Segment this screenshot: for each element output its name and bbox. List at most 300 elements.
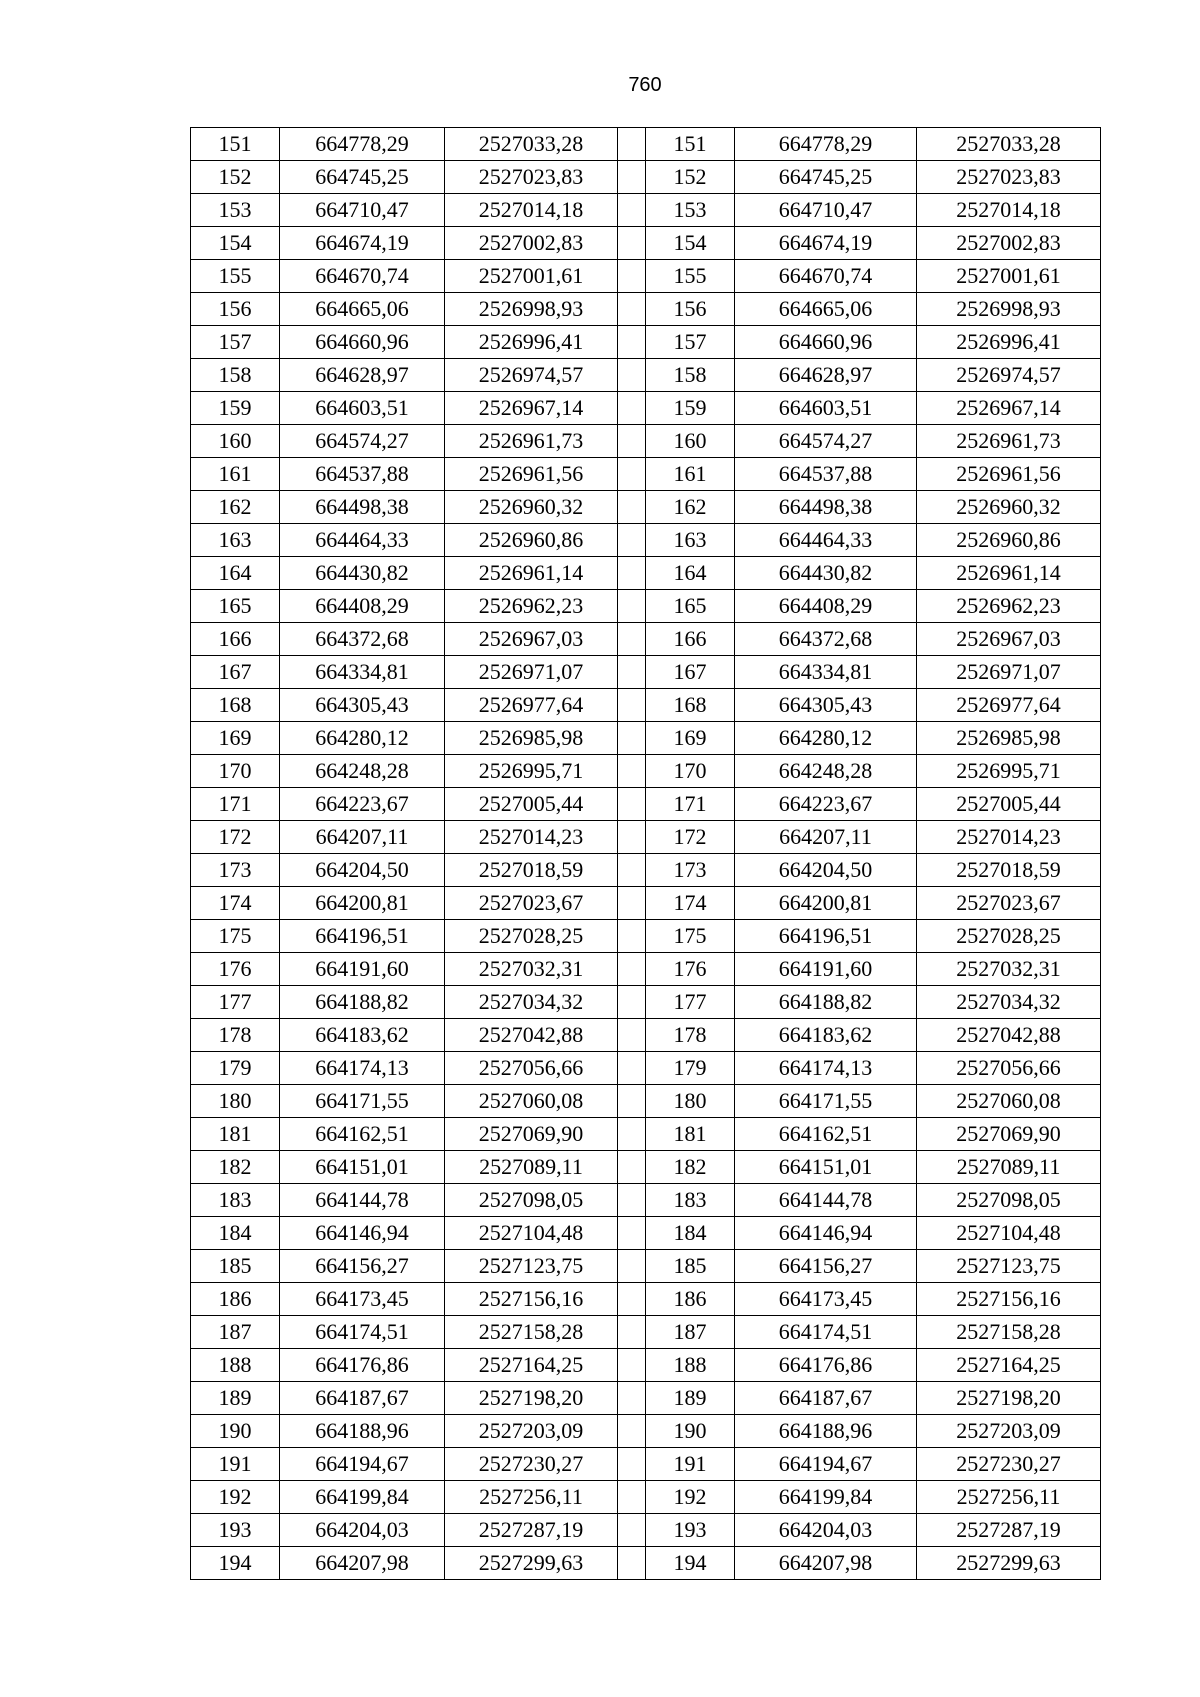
y-coordinate-cell-copy: 2526961,14 — [917, 557, 1101, 590]
separator-cell — [618, 1415, 646, 1448]
point-number-cell: 152 — [191, 161, 280, 194]
x-coordinate-cell: 664710,47 — [280, 194, 445, 227]
x-coordinate-cell-copy: 664191,60 — [735, 953, 917, 986]
point-number-cell: 172 — [191, 821, 280, 854]
y-coordinate-cell: 2527060,08 — [445, 1085, 618, 1118]
point-number-cell-copy: 163 — [646, 524, 735, 557]
separator-cell — [618, 425, 646, 458]
separator-cell — [618, 227, 646, 260]
x-coordinate-cell-copy: 664745,25 — [735, 161, 917, 194]
y-coordinate-cell: 2526961,73 — [445, 425, 618, 458]
y-coordinate-cell: 2527098,05 — [445, 1184, 618, 1217]
y-coordinate-cell-copy: 2527002,83 — [917, 227, 1101, 260]
x-coordinate-cell: 664183,62 — [280, 1019, 445, 1052]
separator-cell — [618, 1514, 646, 1547]
x-coordinate-cell: 664628,97 — [280, 359, 445, 392]
y-coordinate-cell: 2526967,14 — [445, 392, 618, 425]
point-number-cell: 171 — [191, 788, 280, 821]
y-coordinate-cell: 2527002,83 — [445, 227, 618, 260]
y-coordinate-cell: 2527023,83 — [445, 161, 618, 194]
y-coordinate-cell: 2526974,57 — [445, 359, 618, 392]
table-row — [191, 953, 1101, 986]
y-coordinate-cell-copy: 2527023,83 — [917, 161, 1101, 194]
separator-cell — [618, 524, 646, 557]
x-coordinate-cell-copy: 664174,51 — [735, 1316, 917, 1349]
point-number-cell-copy: 156 — [646, 293, 735, 326]
x-coordinate-cell: 664670,74 — [280, 260, 445, 293]
table-row — [191, 458, 1101, 491]
point-number-cell-copy: 175 — [646, 920, 735, 953]
y-coordinate-cell: 2527123,75 — [445, 1250, 618, 1283]
y-coordinate-cell-copy: 2526962,23 — [917, 590, 1101, 623]
y-coordinate-cell: 2527164,25 — [445, 1349, 618, 1382]
x-coordinate-cell: 664187,67 — [280, 1382, 445, 1415]
y-coordinate-cell-copy: 2527123,75 — [917, 1250, 1101, 1283]
separator-cell — [618, 1019, 646, 1052]
table-row — [191, 689, 1101, 722]
x-coordinate-cell-copy: 664174,13 — [735, 1052, 917, 1085]
x-coordinate-cell-copy: 664574,27 — [735, 425, 917, 458]
x-coordinate-cell-copy: 664173,45 — [735, 1283, 917, 1316]
separator-cell — [618, 260, 646, 293]
coordinate-table — [190, 127, 1101, 1580]
separator-cell — [618, 920, 646, 953]
x-coordinate-cell: 664778,29 — [280, 128, 445, 161]
y-coordinate-cell: 2527014,18 — [445, 194, 618, 227]
x-coordinate-cell: 664305,43 — [280, 689, 445, 722]
table-row — [191, 656, 1101, 689]
separator-cell — [618, 656, 646, 689]
point-number-cell: 153 — [191, 194, 280, 227]
point-number-cell-copy: 168 — [646, 689, 735, 722]
separator-cell — [618, 722, 646, 755]
y-coordinate-cell: 2527014,23 — [445, 821, 618, 854]
x-coordinate-cell: 664171,55 — [280, 1085, 445, 1118]
y-coordinate-cell-copy: 2527028,25 — [917, 920, 1101, 953]
point-number-cell-copy: 186 — [646, 1283, 735, 1316]
x-coordinate-cell-copy: 664156,27 — [735, 1250, 917, 1283]
x-coordinate-cell: 664574,27 — [280, 425, 445, 458]
point-number-cell-copy: 159 — [646, 392, 735, 425]
point-number-cell: 166 — [191, 623, 280, 656]
table-row — [191, 821, 1101, 854]
point-number-cell-copy: 167 — [646, 656, 735, 689]
table-row — [191, 260, 1101, 293]
x-coordinate-cell-copy: 664498,38 — [735, 491, 917, 524]
y-coordinate-cell: 2526961,56 — [445, 458, 618, 491]
point-number-cell: 189 — [191, 1382, 280, 1415]
y-coordinate-cell: 2526998,93 — [445, 293, 618, 326]
y-coordinate-cell-copy: 2527018,59 — [917, 854, 1101, 887]
x-coordinate-cell-copy: 664603,51 — [735, 392, 917, 425]
point-number-cell: 177 — [191, 986, 280, 1019]
point-number-cell-copy: 177 — [646, 986, 735, 1019]
separator-cell — [618, 821, 646, 854]
y-coordinate-cell-copy: 2526960,86 — [917, 524, 1101, 557]
point-number-cell-copy: 166 — [646, 623, 735, 656]
y-coordinate-cell-copy: 2526960,32 — [917, 491, 1101, 524]
separator-cell — [618, 359, 646, 392]
point-number-cell-copy: 178 — [646, 1019, 735, 1052]
x-coordinate-cell: 664408,29 — [280, 590, 445, 623]
x-coordinate-cell-copy: 664162,51 — [735, 1118, 917, 1151]
table-row — [191, 524, 1101, 557]
x-coordinate-cell-copy: 664464,33 — [735, 524, 917, 557]
point-number-cell: 186 — [191, 1283, 280, 1316]
table-row — [191, 755, 1101, 788]
separator-cell — [618, 590, 646, 623]
point-number-cell-copy: 153 — [646, 194, 735, 227]
x-coordinate-cell: 664372,68 — [280, 623, 445, 656]
point-number-cell: 187 — [191, 1316, 280, 1349]
x-coordinate-cell: 664745,25 — [280, 161, 445, 194]
point-number-cell-copy: 187 — [646, 1316, 735, 1349]
point-number-cell: 179 — [191, 1052, 280, 1085]
point-number-cell: 175 — [191, 920, 280, 953]
y-coordinate-cell-copy: 2526995,71 — [917, 755, 1101, 788]
point-number-cell: 193 — [191, 1514, 280, 1547]
table-row — [191, 194, 1101, 227]
y-coordinate-cell-copy: 2527089,11 — [917, 1151, 1101, 1184]
y-coordinate-cell: 2527018,59 — [445, 854, 618, 887]
x-coordinate-cell-copy: 664408,29 — [735, 590, 917, 623]
x-coordinate-cell: 664174,51 — [280, 1316, 445, 1349]
separator-cell — [618, 1382, 646, 1415]
point-number-cell-copy: 188 — [646, 1349, 735, 1382]
x-coordinate-cell: 664173,45 — [280, 1283, 445, 1316]
x-coordinate-cell: 664188,96 — [280, 1415, 445, 1448]
x-coordinate-cell: 664674,19 — [280, 227, 445, 260]
x-coordinate-cell-copy: 664430,82 — [735, 557, 917, 590]
point-number-cell: 173 — [191, 854, 280, 887]
y-coordinate-cell-copy: 2526985,98 — [917, 722, 1101, 755]
table-row — [191, 788, 1101, 821]
separator-cell — [618, 1283, 646, 1316]
table-row — [191, 491, 1101, 524]
x-coordinate-cell-copy: 664207,11 — [735, 821, 917, 854]
y-coordinate-cell-copy: 2526977,64 — [917, 689, 1101, 722]
y-coordinate-cell-copy: 2527042,88 — [917, 1019, 1101, 1052]
point-number-cell-copy: 183 — [646, 1184, 735, 1217]
table-row — [191, 1481, 1101, 1514]
x-coordinate-cell-copy: 664188,82 — [735, 986, 917, 1019]
y-coordinate-cell: 2527001,61 — [445, 260, 618, 293]
y-coordinate-cell: 2526962,23 — [445, 590, 618, 623]
separator-cell — [618, 986, 646, 1019]
point-number-cell: 182 — [191, 1151, 280, 1184]
point-number-cell-copy: 191 — [646, 1448, 735, 1481]
point-number-cell: 158 — [191, 359, 280, 392]
x-coordinate-cell-copy: 664537,88 — [735, 458, 917, 491]
table-row — [191, 293, 1101, 326]
point-number-cell: 181 — [191, 1118, 280, 1151]
page-number: 760 — [628, 74, 662, 96]
y-coordinate-cell: 2527028,25 — [445, 920, 618, 953]
point-number-cell-copy: 176 — [646, 953, 735, 986]
separator-cell — [618, 1547, 646, 1580]
point-number-cell-copy: 192 — [646, 1481, 735, 1514]
point-number-cell-copy: 158 — [646, 359, 735, 392]
x-coordinate-cell-copy: 664778,29 — [735, 128, 917, 161]
x-coordinate-cell: 664200,81 — [280, 887, 445, 920]
x-coordinate-cell: 664498,38 — [280, 491, 445, 524]
separator-cell — [618, 854, 646, 887]
point-number-cell: 190 — [191, 1415, 280, 1448]
point-number-cell: 169 — [191, 722, 280, 755]
y-coordinate-cell: 2527089,11 — [445, 1151, 618, 1184]
table-row — [191, 1382, 1101, 1415]
separator-cell — [618, 392, 646, 425]
point-number-cell: 183 — [191, 1184, 280, 1217]
point-number-cell-copy: 171 — [646, 788, 735, 821]
y-coordinate-cell-copy: 2526974,57 — [917, 359, 1101, 392]
point-number-cell-copy: 190 — [646, 1415, 735, 1448]
table-row — [191, 1052, 1101, 1085]
table-row — [191, 1184, 1101, 1217]
x-coordinate-cell: 664665,06 — [280, 293, 445, 326]
x-coordinate-cell-copy: 664223,67 — [735, 788, 917, 821]
x-coordinate-cell: 664334,81 — [280, 656, 445, 689]
point-number-cell-copy: 174 — [646, 887, 735, 920]
separator-cell — [618, 1184, 646, 1217]
point-number-cell: 151 — [191, 128, 280, 161]
y-coordinate-cell-copy: 2527032,31 — [917, 953, 1101, 986]
table-row — [191, 557, 1101, 590]
y-coordinate-cell: 2527104,48 — [445, 1217, 618, 1250]
separator-cell — [618, 194, 646, 227]
y-coordinate-cell: 2527023,67 — [445, 887, 618, 920]
table-row — [191, 854, 1101, 887]
separator-cell — [618, 953, 646, 986]
y-coordinate-cell: 2527005,44 — [445, 788, 618, 821]
x-coordinate-cell-copy: 664665,06 — [735, 293, 917, 326]
point-number-cell-copy: 165 — [646, 590, 735, 623]
table-row — [191, 1085, 1101, 1118]
separator-cell — [618, 623, 646, 656]
x-coordinate-cell-copy: 664334,81 — [735, 656, 917, 689]
x-coordinate-cell: 664188,82 — [280, 986, 445, 1019]
x-coordinate-cell: 664603,51 — [280, 392, 445, 425]
point-number-cell-copy: 161 — [646, 458, 735, 491]
table-row — [191, 359, 1101, 392]
point-number-cell: 168 — [191, 689, 280, 722]
point-number-cell-copy: 169 — [646, 722, 735, 755]
x-coordinate-cell: 664194,67 — [280, 1448, 445, 1481]
x-coordinate-cell-copy: 664305,43 — [735, 689, 917, 722]
separator-cell — [618, 1316, 646, 1349]
point-number-cell-copy: 185 — [646, 1250, 735, 1283]
x-coordinate-cell: 664248,28 — [280, 755, 445, 788]
point-number-cell: 192 — [191, 1481, 280, 1514]
separator-cell — [618, 887, 646, 920]
table-row — [191, 128, 1101, 161]
table-row — [191, 887, 1101, 920]
x-coordinate-cell-copy: 664199,84 — [735, 1481, 917, 1514]
x-coordinate-cell: 664207,11 — [280, 821, 445, 854]
y-coordinate-cell: 2527287,19 — [445, 1514, 618, 1547]
x-coordinate-cell: 664144,78 — [280, 1184, 445, 1217]
y-coordinate-cell: 2526977,64 — [445, 689, 618, 722]
point-number-cell: 176 — [191, 953, 280, 986]
y-coordinate-cell: 2527156,16 — [445, 1283, 618, 1316]
point-number-cell: 188 — [191, 1349, 280, 1382]
x-coordinate-cell: 664204,03 — [280, 1514, 445, 1547]
x-coordinate-cell: 664207,98 — [280, 1547, 445, 1580]
x-coordinate-cell-copy: 664144,78 — [735, 1184, 917, 1217]
y-coordinate-cell-copy: 2527034,32 — [917, 986, 1101, 1019]
coordinate-table-body — [191, 128, 1101, 1580]
table-row — [191, 986, 1101, 1019]
separator-cell — [618, 491, 646, 524]
table-row — [191, 1250, 1101, 1283]
point-number-cell-copy: 157 — [646, 326, 735, 359]
x-coordinate-cell: 664430,82 — [280, 557, 445, 590]
x-coordinate-cell-copy: 664280,12 — [735, 722, 917, 755]
table-row — [191, 227, 1101, 260]
x-coordinate-cell-copy: 664204,03 — [735, 1514, 917, 1547]
point-number-cell-copy: 172 — [646, 821, 735, 854]
x-coordinate-cell-copy: 664183,62 — [735, 1019, 917, 1052]
table-row — [191, 1547, 1101, 1580]
y-coordinate-cell-copy: 2527014,18 — [917, 194, 1101, 227]
point-number-cell: 164 — [191, 557, 280, 590]
x-coordinate-cell: 664151,01 — [280, 1151, 445, 1184]
point-number-cell-copy: 162 — [646, 491, 735, 524]
x-coordinate-cell-copy: 664151,01 — [735, 1151, 917, 1184]
point-number-cell: 180 — [191, 1085, 280, 1118]
point-number-cell: 161 — [191, 458, 280, 491]
table-row — [191, 425, 1101, 458]
y-coordinate-cell-copy: 2526967,03 — [917, 623, 1101, 656]
table-row — [191, 623, 1101, 656]
x-coordinate-cell-copy: 664674,19 — [735, 227, 917, 260]
y-coordinate-cell-copy: 2527198,20 — [917, 1382, 1101, 1415]
y-coordinate-cell-copy: 2527156,16 — [917, 1283, 1101, 1316]
y-coordinate-cell: 2526985,98 — [445, 722, 618, 755]
y-coordinate-cell-copy: 2527230,27 — [917, 1448, 1101, 1481]
table-row — [191, 1217, 1101, 1250]
x-coordinate-cell: 664196,51 — [280, 920, 445, 953]
y-coordinate-cell: 2527042,88 — [445, 1019, 618, 1052]
table-row — [191, 392, 1101, 425]
y-coordinate-cell-copy: 2527203,09 — [917, 1415, 1101, 1448]
separator-cell — [618, 326, 646, 359]
y-coordinate-cell: 2527256,11 — [445, 1481, 618, 1514]
y-coordinate-cell-copy: 2527033,28 — [917, 128, 1101, 161]
y-coordinate-cell: 2526967,03 — [445, 623, 618, 656]
x-coordinate-cell-copy: 664188,96 — [735, 1415, 917, 1448]
y-coordinate-cell-copy: 2526961,56 — [917, 458, 1101, 491]
table-row — [191, 326, 1101, 359]
point-number-cell: 165 — [191, 590, 280, 623]
point-number-cell-copy: 194 — [646, 1547, 735, 1580]
x-coordinate-cell-copy: 664187,67 — [735, 1382, 917, 1415]
y-coordinate-cell-copy: 2527299,63 — [917, 1547, 1101, 1580]
x-coordinate-cell-copy: 664660,96 — [735, 326, 917, 359]
x-coordinate-cell: 664660,96 — [280, 326, 445, 359]
x-coordinate-cell-copy: 664200,81 — [735, 887, 917, 920]
point-number-cell: 194 — [191, 1547, 280, 1580]
table-row — [191, 1019, 1101, 1052]
y-coordinate-cell-copy: 2527069,90 — [917, 1118, 1101, 1151]
point-number-cell: 174 — [191, 887, 280, 920]
point-number-cell: 185 — [191, 1250, 280, 1283]
point-number-cell: 167 — [191, 656, 280, 689]
y-coordinate-cell-copy: 2526967,14 — [917, 392, 1101, 425]
y-coordinate-cell: 2526971,07 — [445, 656, 618, 689]
separator-cell — [618, 161, 646, 194]
x-coordinate-cell-copy: 664628,97 — [735, 359, 917, 392]
separator-cell — [618, 458, 646, 491]
separator-cell — [618, 689, 646, 722]
y-coordinate-cell-copy: 2527287,19 — [917, 1514, 1101, 1547]
point-number-cell-copy: 182 — [646, 1151, 735, 1184]
y-coordinate-cell-copy: 2526961,73 — [917, 425, 1101, 458]
point-number-cell-copy: 180 — [646, 1085, 735, 1118]
x-coordinate-cell: 664162,51 — [280, 1118, 445, 1151]
point-number-cell: 157 — [191, 326, 280, 359]
point-number-cell-copy: 164 — [646, 557, 735, 590]
x-coordinate-cell: 664174,13 — [280, 1052, 445, 1085]
point-number-cell-copy: 189 — [646, 1382, 735, 1415]
point-number-cell: 163 — [191, 524, 280, 557]
separator-cell — [618, 788, 646, 821]
point-number-cell: 154 — [191, 227, 280, 260]
point-number-cell-copy: 181 — [646, 1118, 735, 1151]
separator-cell — [618, 1481, 646, 1514]
y-coordinate-cell-copy: 2527104,48 — [917, 1217, 1101, 1250]
y-coordinate-cell-copy: 2527164,25 — [917, 1349, 1101, 1382]
x-coordinate-cell-copy: 664670,74 — [735, 260, 917, 293]
x-coordinate-cell: 664199,84 — [280, 1481, 445, 1514]
x-coordinate-cell-copy: 664146,94 — [735, 1217, 917, 1250]
y-coordinate-cell-copy: 2527014,23 — [917, 821, 1101, 854]
x-coordinate-cell-copy: 664710,47 — [735, 194, 917, 227]
point-number-cell-copy: 179 — [646, 1052, 735, 1085]
x-coordinate-cell: 664156,27 — [280, 1250, 445, 1283]
table-row — [191, 1514, 1101, 1547]
y-coordinate-cell-copy: 2527056,66 — [917, 1052, 1101, 1085]
table-row — [191, 590, 1101, 623]
x-coordinate-cell-copy: 664207,98 — [735, 1547, 917, 1580]
separator-cell — [618, 1085, 646, 1118]
y-coordinate-cell: 2527034,32 — [445, 986, 618, 1019]
y-coordinate-cell-copy: 2526998,93 — [917, 293, 1101, 326]
y-coordinate-cell: 2527032,31 — [445, 953, 618, 986]
y-coordinate-cell: 2526960,32 — [445, 491, 618, 524]
y-coordinate-cell-copy: 2527060,08 — [917, 1085, 1101, 1118]
table-row — [191, 1448, 1101, 1481]
point-number-cell: 184 — [191, 1217, 280, 1250]
separator-cell — [618, 557, 646, 590]
separator-cell — [618, 1217, 646, 1250]
table-row — [191, 1283, 1101, 1316]
point-number-cell-copy: 151 — [646, 128, 735, 161]
separator-cell — [618, 1250, 646, 1283]
point-number-cell: 162 — [191, 491, 280, 524]
y-coordinate-cell: 2527299,63 — [445, 1547, 618, 1580]
point-number-cell: 160 — [191, 425, 280, 458]
x-coordinate-cell: 664191,60 — [280, 953, 445, 986]
y-coordinate-cell: 2527033,28 — [445, 128, 618, 161]
x-coordinate-cell-copy: 664194,67 — [735, 1448, 917, 1481]
x-coordinate-cell-copy: 664171,55 — [735, 1085, 917, 1118]
separator-cell — [618, 128, 646, 161]
table-row — [191, 920, 1101, 953]
separator-cell — [618, 293, 646, 326]
x-coordinate-cell: 664223,67 — [280, 788, 445, 821]
x-coordinate-cell: 664146,94 — [280, 1217, 445, 1250]
